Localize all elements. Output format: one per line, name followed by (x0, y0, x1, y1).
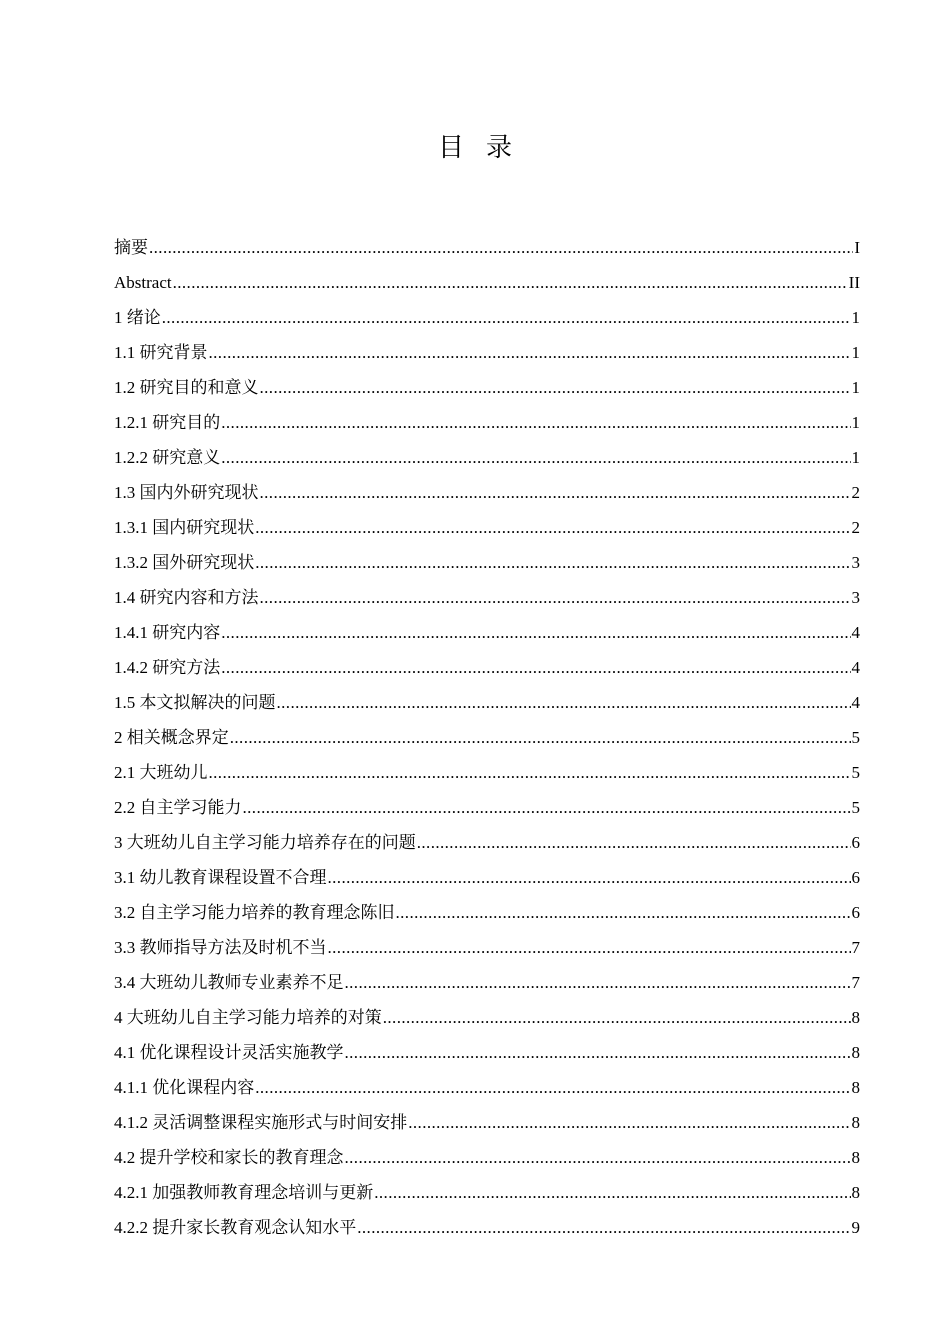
toc-entry-page-number: 6 (851, 868, 860, 887)
toc-entry[interactable] (114, 435, 860, 470)
toc-entry[interactable] (114, 855, 860, 890)
toc-entry-page-number: 1 (851, 448, 860, 467)
toc-dot-leader (162, 306, 851, 330)
toc-dot-leader (221, 621, 850, 645)
toc-entry-label: 1.3.2 国外研究现状 (114, 553, 255, 572)
toc-entry[interactable] (114, 365, 860, 400)
toc-dot-leader (209, 761, 851, 785)
toc-entry-label: 3.3 教师指导方法及时机不当 (114, 938, 327, 957)
toc-entry[interactable] (114, 260, 860, 295)
toc-dot-leader (383, 1006, 851, 1030)
toc-entry[interactable] (114, 470, 860, 505)
toc-entry-page-number: 2 (851, 483, 860, 502)
toc-entry-page-number: 7 (851, 973, 860, 992)
toc-dot-leader (243, 796, 851, 820)
toc-dot-leader (255, 1076, 850, 1100)
toc-entry[interactable] (114, 785, 860, 820)
toc-entry-label: 1.2 研究目的和意义 (114, 378, 259, 397)
toc-entry-label: 1.3 国内外研究现状 (114, 483, 259, 502)
toc-list (114, 225, 860, 1240)
toc-dot-leader (277, 691, 851, 715)
toc-dot-leader (408, 1111, 850, 1135)
toc-entry-page-number: 5 (851, 798, 860, 817)
toc-entry-label: 1.2.1 研究目的 (114, 413, 221, 432)
toc-dot-leader (328, 866, 851, 890)
toc-entry-page-number: 4 (851, 623, 860, 642)
toc-dot-leader (260, 481, 851, 505)
toc-entry[interactable] (114, 960, 860, 995)
toc-entry-label: 4 大班幼儿自主学习能力培养的对策 (114, 1008, 382, 1027)
toc-entry-label: 4.2.1 加强教师教育理念培训与更新 (114, 1183, 374, 1202)
toc-dot-leader (396, 901, 851, 925)
toc-entry-page-number: 3 (851, 588, 860, 607)
toc-entry[interactable] (114, 750, 860, 785)
toc-dot-leader (345, 1041, 851, 1065)
toc-dot-leader (221, 446, 850, 470)
toc-entry[interactable] (114, 645, 860, 680)
toc-entry-label: 1.4 研究内容和方法 (114, 588, 259, 607)
toc-dot-leader (260, 586, 851, 610)
toc-dot-leader (230, 726, 851, 750)
toc-entry[interactable] (114, 1100, 860, 1135)
toc-entry[interactable] (114, 820, 860, 855)
toc-dot-leader (345, 1146, 851, 1170)
toc-entry[interactable] (114, 925, 860, 960)
toc-entry-page-number: 6 (851, 903, 860, 922)
toc-entry-page-number: 5 (851, 728, 860, 747)
toc-entry[interactable] (114, 1170, 860, 1205)
toc-entry[interactable] (114, 995, 860, 1030)
toc-entry[interactable] (114, 1135, 860, 1170)
toc-title: 目录 (437, 133, 534, 162)
toc-entry[interactable] (114, 680, 860, 715)
toc-entry-page-number: 5 (851, 763, 860, 782)
toc-entry-label: 1.3.1 国内研究现状 (114, 518, 255, 537)
toc-entry-label: 1.5 本文拟解决的问题 (114, 693, 276, 712)
toc-entry[interactable] (114, 1065, 860, 1100)
toc-dot-leader (209, 341, 851, 365)
toc-entry-page-number: 1 (851, 378, 860, 397)
toc-entry-label: 2.1 大班幼儿 (114, 763, 208, 782)
toc-entry-page-number: 6 (851, 833, 860, 852)
toc-entry[interactable] (114, 890, 860, 925)
toc-dot-leader (149, 236, 853, 260)
toc-entry-page-number: 1 (851, 413, 860, 432)
toc-dot-leader (374, 1181, 850, 1205)
toc-entry-page-number: 8 (851, 1148, 860, 1167)
toc-entry-label: 2.2 自主学习能力 (114, 798, 242, 817)
toc-entry-page-number: 4 (851, 693, 860, 712)
toc-entry-label: 4.1.1 优化课程内容 (114, 1078, 255, 1097)
toc-dot-leader (345, 971, 851, 995)
toc-entry-label: 1.4.1 研究内容 (114, 623, 221, 642)
toc-dot-leader (417, 831, 851, 855)
toc-entry-page-number: 8 (851, 1043, 860, 1062)
toc-entry-label: 1.4.2 研究方法 (114, 658, 221, 677)
toc-dot-leader (173, 271, 848, 295)
toc-entry-page-number: 2 (851, 518, 860, 537)
toc-entry-label: 摘要 (114, 238, 148, 257)
toc-entry-label: 3.4 大班幼儿教师专业素养不足 (114, 973, 344, 992)
toc-entry[interactable] (114, 1030, 860, 1065)
toc-entry[interactable] (114, 610, 860, 645)
toc-entry[interactable] (114, 505, 860, 540)
toc-entry-page-number: 1 (851, 308, 860, 327)
toc-entry-label: 3 大班幼儿自主学习能力培养存在的问题 (114, 833, 416, 852)
toc-entry-label: Abstract (114, 273, 172, 292)
toc-entry-label: 2 相关概念界定 (114, 728, 229, 747)
toc-entry-label: 1.2.2 研究意义 (114, 448, 221, 467)
toc-entry-page-number: 8 (851, 1113, 860, 1132)
toc-entry[interactable] (114, 330, 860, 365)
toc-dot-leader (255, 551, 850, 575)
toc-entry-label: 4.1 优化课程设计灵活实施教学 (114, 1043, 344, 1062)
toc-entry-page-number: II (848, 273, 860, 292)
toc-dot-leader (357, 1216, 850, 1240)
toc-entry-page-number: 7 (851, 938, 860, 957)
toc-dot-leader (328, 936, 851, 960)
toc-dot-leader (221, 656, 850, 680)
toc-entry-page-number: 1 (851, 343, 860, 362)
toc-entry-page-number: I (854, 238, 860, 257)
toc-entry[interactable] (114, 715, 860, 750)
toc-entry-label: 1 绪论 (114, 308, 161, 327)
toc-dot-leader (255, 516, 850, 540)
toc-entry[interactable] (114, 295, 860, 330)
toc-entry-label: 4.1.2 灵活调整课程实施形式与时间安排 (114, 1113, 408, 1132)
toc-entry[interactable] (114, 1205, 860, 1240)
toc-entry[interactable] (114, 540, 860, 575)
toc-entry[interactable] (114, 575, 860, 610)
toc-entry[interactable] (114, 400, 860, 435)
toc-entry-page-number: 9 (851, 1218, 860, 1237)
toc-entry-label: 1.1 研究背景 (114, 343, 208, 362)
toc-entry-page-number: 8 (851, 1183, 860, 1202)
toc-dot-leader (260, 376, 851, 400)
toc-entry-label: 4.2 提升学校和家长的教育理念 (114, 1148, 344, 1167)
toc-entry-page-number: 3 (851, 553, 860, 572)
toc-entry-label: 3.1 幼儿教育课程设置不合理 (114, 868, 327, 887)
toc-entry-page-number: 8 (851, 1078, 860, 1097)
toc-entry-label: 4.2.2 提升家长教育观念认知水平 (114, 1218, 357, 1237)
toc-entry-label: 3.2 自主学习能力培养的教育理念陈旧 (114, 903, 395, 922)
toc-entry-page-number: 4 (851, 658, 860, 677)
toc-entry[interactable] (114, 225, 860, 260)
toc-entry-page-number: 8 (851, 1008, 860, 1027)
toc-dot-leader (221, 411, 850, 435)
